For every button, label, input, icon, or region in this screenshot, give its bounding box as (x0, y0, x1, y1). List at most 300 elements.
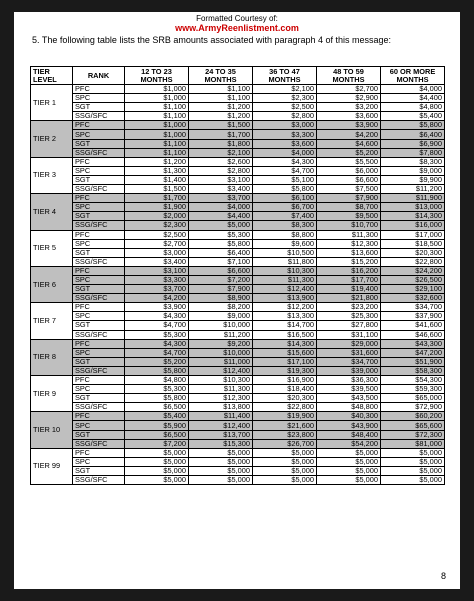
amount-cell: $9,000 (189, 312, 253, 321)
amount-cell: $1,100 (125, 112, 189, 121)
amount-cell: $5,000 (189, 466, 253, 475)
amount-cell: $5,000 (381, 476, 445, 485)
table-row (31, 175, 445, 184)
rank-cell: PFC (73, 339, 125, 348)
amount-cell: $6,600 (189, 266, 253, 275)
amount-cell: $1,200 (189, 112, 253, 121)
amount-cell: $46,600 (381, 330, 445, 339)
amount-cell: $3,000 (125, 248, 189, 257)
table-row (31, 139, 445, 148)
amount-cell: $29,100 (381, 285, 445, 294)
amount-cell: $3,000 (253, 121, 317, 130)
amount-cell: $11,400 (189, 412, 253, 421)
table-row (31, 130, 445, 139)
amount-cell: $1,000 (125, 121, 189, 130)
amount-cell: $48,800 (317, 403, 381, 412)
amount-cell: $12,400 (189, 421, 253, 430)
amount-cell: $19,900 (253, 412, 317, 421)
rank-cell: SPC (73, 421, 125, 430)
tier-label: TIER 4 (31, 194, 73, 230)
amount-cell: $7,800 (381, 148, 445, 157)
rank-cell: SGT (73, 466, 125, 475)
amount-cell: $72,300 (381, 430, 445, 439)
amount-cell: $4,300 (125, 339, 189, 348)
amount-cell: $72,900 (381, 403, 445, 412)
amount-cell: $18,400 (253, 385, 317, 394)
amount-cell: $40,300 (317, 412, 381, 421)
table-row (31, 376, 445, 385)
amount-cell: $6,500 (125, 430, 189, 439)
amount-cell: $11,800 (253, 257, 317, 266)
rank-cell: PFC (73, 157, 125, 166)
rank-cell: SGT (73, 103, 125, 112)
tier-label: TIER 1 (31, 85, 73, 121)
amount-cell: $5,000 (253, 457, 317, 466)
amount-cell: $6,600 (317, 175, 381, 184)
amount-cell: $3,600 (253, 139, 317, 148)
amount-cell: $4,800 (381, 103, 445, 112)
table-row (31, 203, 445, 212)
table-row (31, 212, 445, 221)
rank-cell: PFC (73, 303, 125, 312)
amount-cell: $6,400 (381, 130, 445, 139)
table-row (31, 103, 445, 112)
amount-cell: $8,800 (253, 230, 317, 239)
amount-cell: $4,200 (317, 130, 381, 139)
amount-cell: $8,200 (189, 303, 253, 312)
srb-table-header (31, 67, 445, 85)
amount-cell: $2,000 (125, 212, 189, 221)
amount-cell: $15,600 (253, 348, 317, 357)
amount-cell: $5,200 (125, 357, 189, 366)
table-row (31, 94, 445, 103)
amount-cell: $5,000 (317, 457, 381, 466)
table-row (31, 248, 445, 257)
amount-cell: $34,700 (381, 303, 445, 312)
table-row (31, 321, 445, 330)
rank-cell: SPC (73, 348, 125, 357)
amount-cell: $4,000 (253, 148, 317, 157)
table-row (31, 448, 445, 457)
rank-cell: SSG/SFC (73, 439, 125, 448)
amount-cell: $6,900 (381, 139, 445, 148)
amount-cell: $4,700 (125, 348, 189, 357)
amount-cell: $11,300 (317, 230, 381, 239)
table-row (31, 166, 445, 175)
rank-cell: SPC (73, 457, 125, 466)
amount-cell: $2,300 (125, 221, 189, 230)
amount-cell: $24,200 (381, 266, 445, 275)
amount-cell: $12,400 (253, 285, 317, 294)
amount-cell: $1,000 (125, 85, 189, 94)
amount-cell: $65,600 (381, 421, 445, 430)
amount-cell: $1,100 (189, 94, 253, 103)
amount-cell: $10,500 (253, 248, 317, 257)
amount-cell: $25,300 (317, 312, 381, 321)
table-row (31, 466, 445, 475)
table-row (31, 221, 445, 230)
page-border-top (0, 0, 474, 12)
amount-cell: $3,900 (317, 121, 381, 130)
rank-cell: SGT (73, 175, 125, 184)
amount-cell: $1,500 (125, 185, 189, 194)
courtesy-line: Formatted Courtesy of: (196, 14, 278, 23)
amount-cell: $7,100 (189, 257, 253, 266)
table-row (31, 394, 445, 403)
amount-cell: $19,300 (253, 366, 317, 375)
amount-cell: $26,700 (253, 439, 317, 448)
amount-cell: $4,700 (253, 166, 317, 175)
amount-cell: $3,700 (189, 194, 253, 203)
amount-cell: $4,400 (189, 212, 253, 221)
amount-cell: $1,100 (189, 85, 253, 94)
col-header-rank: RANK (73, 67, 125, 85)
tier-label: TIER 7 (31, 303, 73, 339)
amount-cell: $3,700 (125, 285, 189, 294)
amount-cell: $4,000 (189, 203, 253, 212)
amount-cell: $8,900 (189, 294, 253, 303)
table-row (31, 230, 445, 239)
amount-cell: $31,100 (317, 330, 381, 339)
rank-cell: SSG/SFC (73, 221, 125, 230)
amount-cell: $5,000 (317, 448, 381, 457)
amount-cell: $27,800 (317, 321, 381, 330)
amount-cell: $37,900 (381, 312, 445, 321)
rank-cell: PFC (73, 121, 125, 130)
amount-cell: $3,400 (189, 185, 253, 194)
table-row (31, 285, 445, 294)
amount-cell: $1,200 (125, 157, 189, 166)
amount-cell: $6,700 (253, 203, 317, 212)
rank-cell: SPC (73, 94, 125, 103)
amount-cell: $5,000 (253, 466, 317, 475)
amount-cell: $21,600 (253, 421, 317, 430)
col-header-36-47: 36 TO 47 MONTHS (253, 67, 317, 85)
page-border-bottom (0, 589, 474, 601)
table-row (31, 157, 445, 166)
amount-cell: $3,200 (317, 103, 381, 112)
table-row (31, 121, 445, 130)
rank-cell: SSG/SFC (73, 330, 125, 339)
amount-cell: $13,300 (253, 312, 317, 321)
tier-label: TIER 99 (31, 448, 73, 484)
amount-cell: $15,200 (317, 257, 381, 266)
rank-cell: SGT (73, 285, 125, 294)
amount-cell: $1,700 (189, 130, 253, 139)
tier-label: TIER 8 (31, 339, 73, 375)
amount-cell: $17,700 (317, 275, 381, 284)
amount-cell: $59,300 (381, 385, 445, 394)
rank-cell: SPC (73, 203, 125, 212)
amount-cell: $2,800 (189, 166, 253, 175)
amount-cell: $21,800 (317, 294, 381, 303)
amount-cell: $23,200 (317, 303, 381, 312)
table-row (31, 85, 445, 94)
rank-cell: SSG/SFC (73, 403, 125, 412)
amount-cell: $1,300 (125, 166, 189, 175)
amount-cell: $13,000 (381, 203, 445, 212)
amount-cell: $12,200 (253, 303, 317, 312)
amount-cell: $6,400 (189, 248, 253, 257)
amount-cell: $6,000 (317, 166, 381, 175)
col-header-48-59: 48 TO 59 MONTHS (317, 67, 381, 85)
table-row (31, 339, 445, 348)
amount-cell: $39,000 (317, 366, 381, 375)
amount-cell: $60,200 (381, 412, 445, 421)
amount-cell: $19,400 (317, 285, 381, 294)
amount-cell: $3,900 (125, 303, 189, 312)
amount-cell: $2,900 (317, 94, 381, 103)
amount-cell: $22,800 (381, 257, 445, 266)
amount-cell: $11,000 (189, 357, 253, 366)
tier-label: TIER 10 (31, 412, 73, 448)
amount-cell: $13,800 (189, 403, 253, 412)
rank-cell: SPC (73, 239, 125, 248)
amount-cell: $1,200 (189, 103, 253, 112)
rank-cell: PFC (73, 448, 125, 457)
table-row (31, 412, 445, 421)
col-header-24-35: 24 TO 35 MONTHS (189, 67, 253, 85)
amount-cell: $7,200 (189, 275, 253, 284)
amount-cell: $5,000 (189, 221, 253, 230)
rank-cell: SGT (73, 394, 125, 403)
amount-cell: $47,200 (381, 348, 445, 357)
amount-cell: $5,000 (253, 476, 317, 485)
amount-cell: $9,600 (253, 239, 317, 248)
amount-cell: $8,700 (317, 203, 381, 212)
amount-cell: $5,000 (189, 448, 253, 457)
amount-cell: $41,600 (381, 321, 445, 330)
amount-cell: $10,300 (189, 376, 253, 385)
amount-cell: $6,100 (253, 194, 317, 203)
amount-cell: $26,500 (381, 275, 445, 284)
amount-cell: $54,300 (381, 376, 445, 385)
table-row (31, 185, 445, 194)
amount-cell: $12,300 (189, 394, 253, 403)
amount-cell: $5,000 (125, 457, 189, 466)
table-row (31, 421, 445, 430)
amount-cell: $5,900 (125, 421, 189, 430)
table-row (31, 303, 445, 312)
amount-cell: $17,000 (381, 230, 445, 239)
amount-cell: $18,500 (381, 239, 445, 248)
site-link[interactable]: www.ArmyReenlistment.com (175, 23, 299, 33)
amount-cell: $48,400 (317, 430, 381, 439)
amount-cell: $43,500 (317, 394, 381, 403)
amount-cell: $14,700 (253, 321, 317, 330)
amount-cell: $4,000 (381, 85, 445, 94)
amount-cell: $9,500 (317, 212, 381, 221)
amount-cell: $11,200 (381, 185, 445, 194)
amount-cell: $29,000 (317, 339, 381, 348)
table-row (31, 403, 445, 412)
rank-cell: PFC (73, 230, 125, 239)
amount-cell: $2,600 (189, 157, 253, 166)
rank-cell: SPC (73, 385, 125, 394)
amount-cell: $5,000 (253, 448, 317, 457)
amount-cell: $39,500 (317, 385, 381, 394)
amount-cell: $54,200 (317, 439, 381, 448)
amount-cell: $8,300 (253, 221, 317, 230)
amount-cell: $5,000 (125, 466, 189, 475)
tier-label: TIER 2 (31, 121, 73, 157)
amount-cell: $58,300 (381, 366, 445, 375)
amount-cell: $16,500 (253, 330, 317, 339)
amount-cell: $1,700 (125, 194, 189, 203)
header-row (31, 67, 445, 85)
table-row (31, 385, 445, 394)
table-row (31, 430, 445, 439)
amount-cell: $5,400 (381, 112, 445, 121)
amount-cell: $14,300 (381, 212, 445, 221)
amount-cell: $5,300 (125, 330, 189, 339)
srb-table (30, 66, 445, 485)
rank-cell: SSG/SFC (73, 476, 125, 485)
amount-cell: $11,300 (253, 275, 317, 284)
amount-cell: $81,000 (381, 439, 445, 448)
amount-cell: $5,000 (381, 466, 445, 475)
amount-cell: $12,400 (189, 366, 253, 375)
amount-cell: $9,200 (189, 339, 253, 348)
amount-cell: $1,000 (125, 94, 189, 103)
table-row (31, 257, 445, 266)
rank-cell: PFC (73, 85, 125, 94)
amount-cell: $10,000 (189, 348, 253, 357)
amount-cell: $20,300 (253, 394, 317, 403)
rank-cell: SSG/SFC (73, 185, 125, 194)
amount-cell: $7,900 (317, 194, 381, 203)
amount-cell: $15,300 (189, 439, 253, 448)
amount-cell: $2,500 (125, 230, 189, 239)
amount-cell: $5,300 (189, 230, 253, 239)
amount-cell: $4,300 (125, 312, 189, 321)
amount-cell: $9,000 (381, 166, 445, 175)
amount-cell: $17,100 (253, 357, 317, 366)
tier-label: TIER 9 (31, 376, 73, 412)
page-number: 8 (440, 571, 446, 581)
amount-cell: $65,000 (381, 394, 445, 403)
amount-cell: $5,000 (317, 466, 381, 475)
amount-cell: $2,500 (253, 103, 317, 112)
rank-cell: SPC (73, 275, 125, 284)
rank-cell: PFC (73, 266, 125, 275)
table-row (31, 439, 445, 448)
amount-cell: $51,900 (381, 357, 445, 366)
amount-cell: $12,300 (317, 239, 381, 248)
amount-cell: $5,000 (317, 476, 381, 485)
amount-cell: $14,300 (253, 339, 317, 348)
rank-cell: SSG/SFC (73, 257, 125, 266)
amount-cell: $5,000 (381, 457, 445, 466)
amount-cell: $22,800 (253, 403, 317, 412)
amount-cell: $2,100 (189, 148, 253, 157)
amount-cell: $3,300 (125, 275, 189, 284)
table-row (31, 312, 445, 321)
table-row (31, 457, 445, 466)
amount-cell: $5,000 (125, 476, 189, 485)
amount-cell: $11,200 (189, 330, 253, 339)
amount-cell: $5,800 (189, 239, 253, 248)
amount-cell: $13,900 (253, 294, 317, 303)
amount-cell: $3,100 (189, 175, 253, 184)
amount-cell: $5,500 (317, 157, 381, 166)
col-header-tier-level: TIER LEVEL (31, 67, 73, 85)
rank-cell: SPC (73, 130, 125, 139)
amount-cell: $4,700 (125, 321, 189, 330)
amount-cell: $7,200 (125, 439, 189, 448)
amount-cell: $11,300 (189, 385, 253, 394)
amount-cell: $3,100 (125, 266, 189, 275)
amount-cell: $36,300 (317, 376, 381, 385)
amount-cell: $43,300 (381, 339, 445, 348)
amount-cell: $34,700 (317, 357, 381, 366)
amount-cell: $5,100 (253, 175, 317, 184)
amount-cell: $1,500 (189, 121, 253, 130)
srb-table-body (31, 85, 445, 485)
table-row (31, 294, 445, 303)
amount-cell: $5,800 (253, 185, 317, 194)
amount-cell: $2,300 (253, 94, 317, 103)
rank-cell: PFC (73, 376, 125, 385)
amount-cell: $7,400 (253, 212, 317, 221)
table-row (31, 112, 445, 121)
amount-cell: $4,800 (125, 376, 189, 385)
amount-cell: $10,000 (189, 321, 253, 330)
amount-cell: $4,300 (253, 157, 317, 166)
amount-cell: $1,100 (125, 103, 189, 112)
amount-cell: $2,700 (317, 85, 381, 94)
amount-cell: $7,500 (317, 185, 381, 194)
tier-label: TIER 6 (31, 266, 73, 302)
amount-cell: $4,400 (381, 94, 445, 103)
amount-cell: $23,800 (253, 430, 317, 439)
amount-cell: $1,400 (125, 175, 189, 184)
amount-cell: $11,900 (381, 194, 445, 203)
rank-cell: SSG/SFC (73, 366, 125, 375)
amount-cell: $10,300 (253, 266, 317, 275)
table-row (31, 148, 445, 157)
amount-cell: $6,500 (125, 403, 189, 412)
table-row (31, 239, 445, 248)
page-border-left (0, 0, 14, 601)
table-row (31, 330, 445, 339)
amount-cell: $2,100 (253, 85, 317, 94)
table-row (31, 266, 445, 275)
amount-cell: $16,900 (253, 376, 317, 385)
amount-cell: $13,600 (317, 248, 381, 257)
col-header-60-plus: 60 OR MORE MONTHS (381, 67, 445, 85)
tier-label: TIER 3 (31, 157, 73, 193)
amount-cell: $5,800 (381, 121, 445, 130)
rank-cell: SPC (73, 312, 125, 321)
col-header-12-23: 12 TO 23 MONTHS (125, 67, 189, 85)
amount-cell: $1,900 (125, 203, 189, 212)
amount-cell: $20,300 (381, 248, 445, 257)
amount-cell: $4,600 (317, 139, 381, 148)
rank-cell: SSG/SFC (73, 294, 125, 303)
rank-cell: SSG/SFC (73, 112, 125, 121)
rank-cell: SGT (73, 212, 125, 221)
rank-cell: SGT (73, 357, 125, 366)
rank-cell: SGT (73, 430, 125, 439)
amount-cell: $5,000 (189, 457, 253, 466)
amount-cell: $5,000 (189, 476, 253, 485)
table-row (31, 194, 445, 203)
amount-cell: $3,400 (125, 257, 189, 266)
rank-cell: SSG/SFC (73, 148, 125, 157)
amount-cell: $16,000 (381, 221, 445, 230)
page-border-right (460, 0, 474, 601)
